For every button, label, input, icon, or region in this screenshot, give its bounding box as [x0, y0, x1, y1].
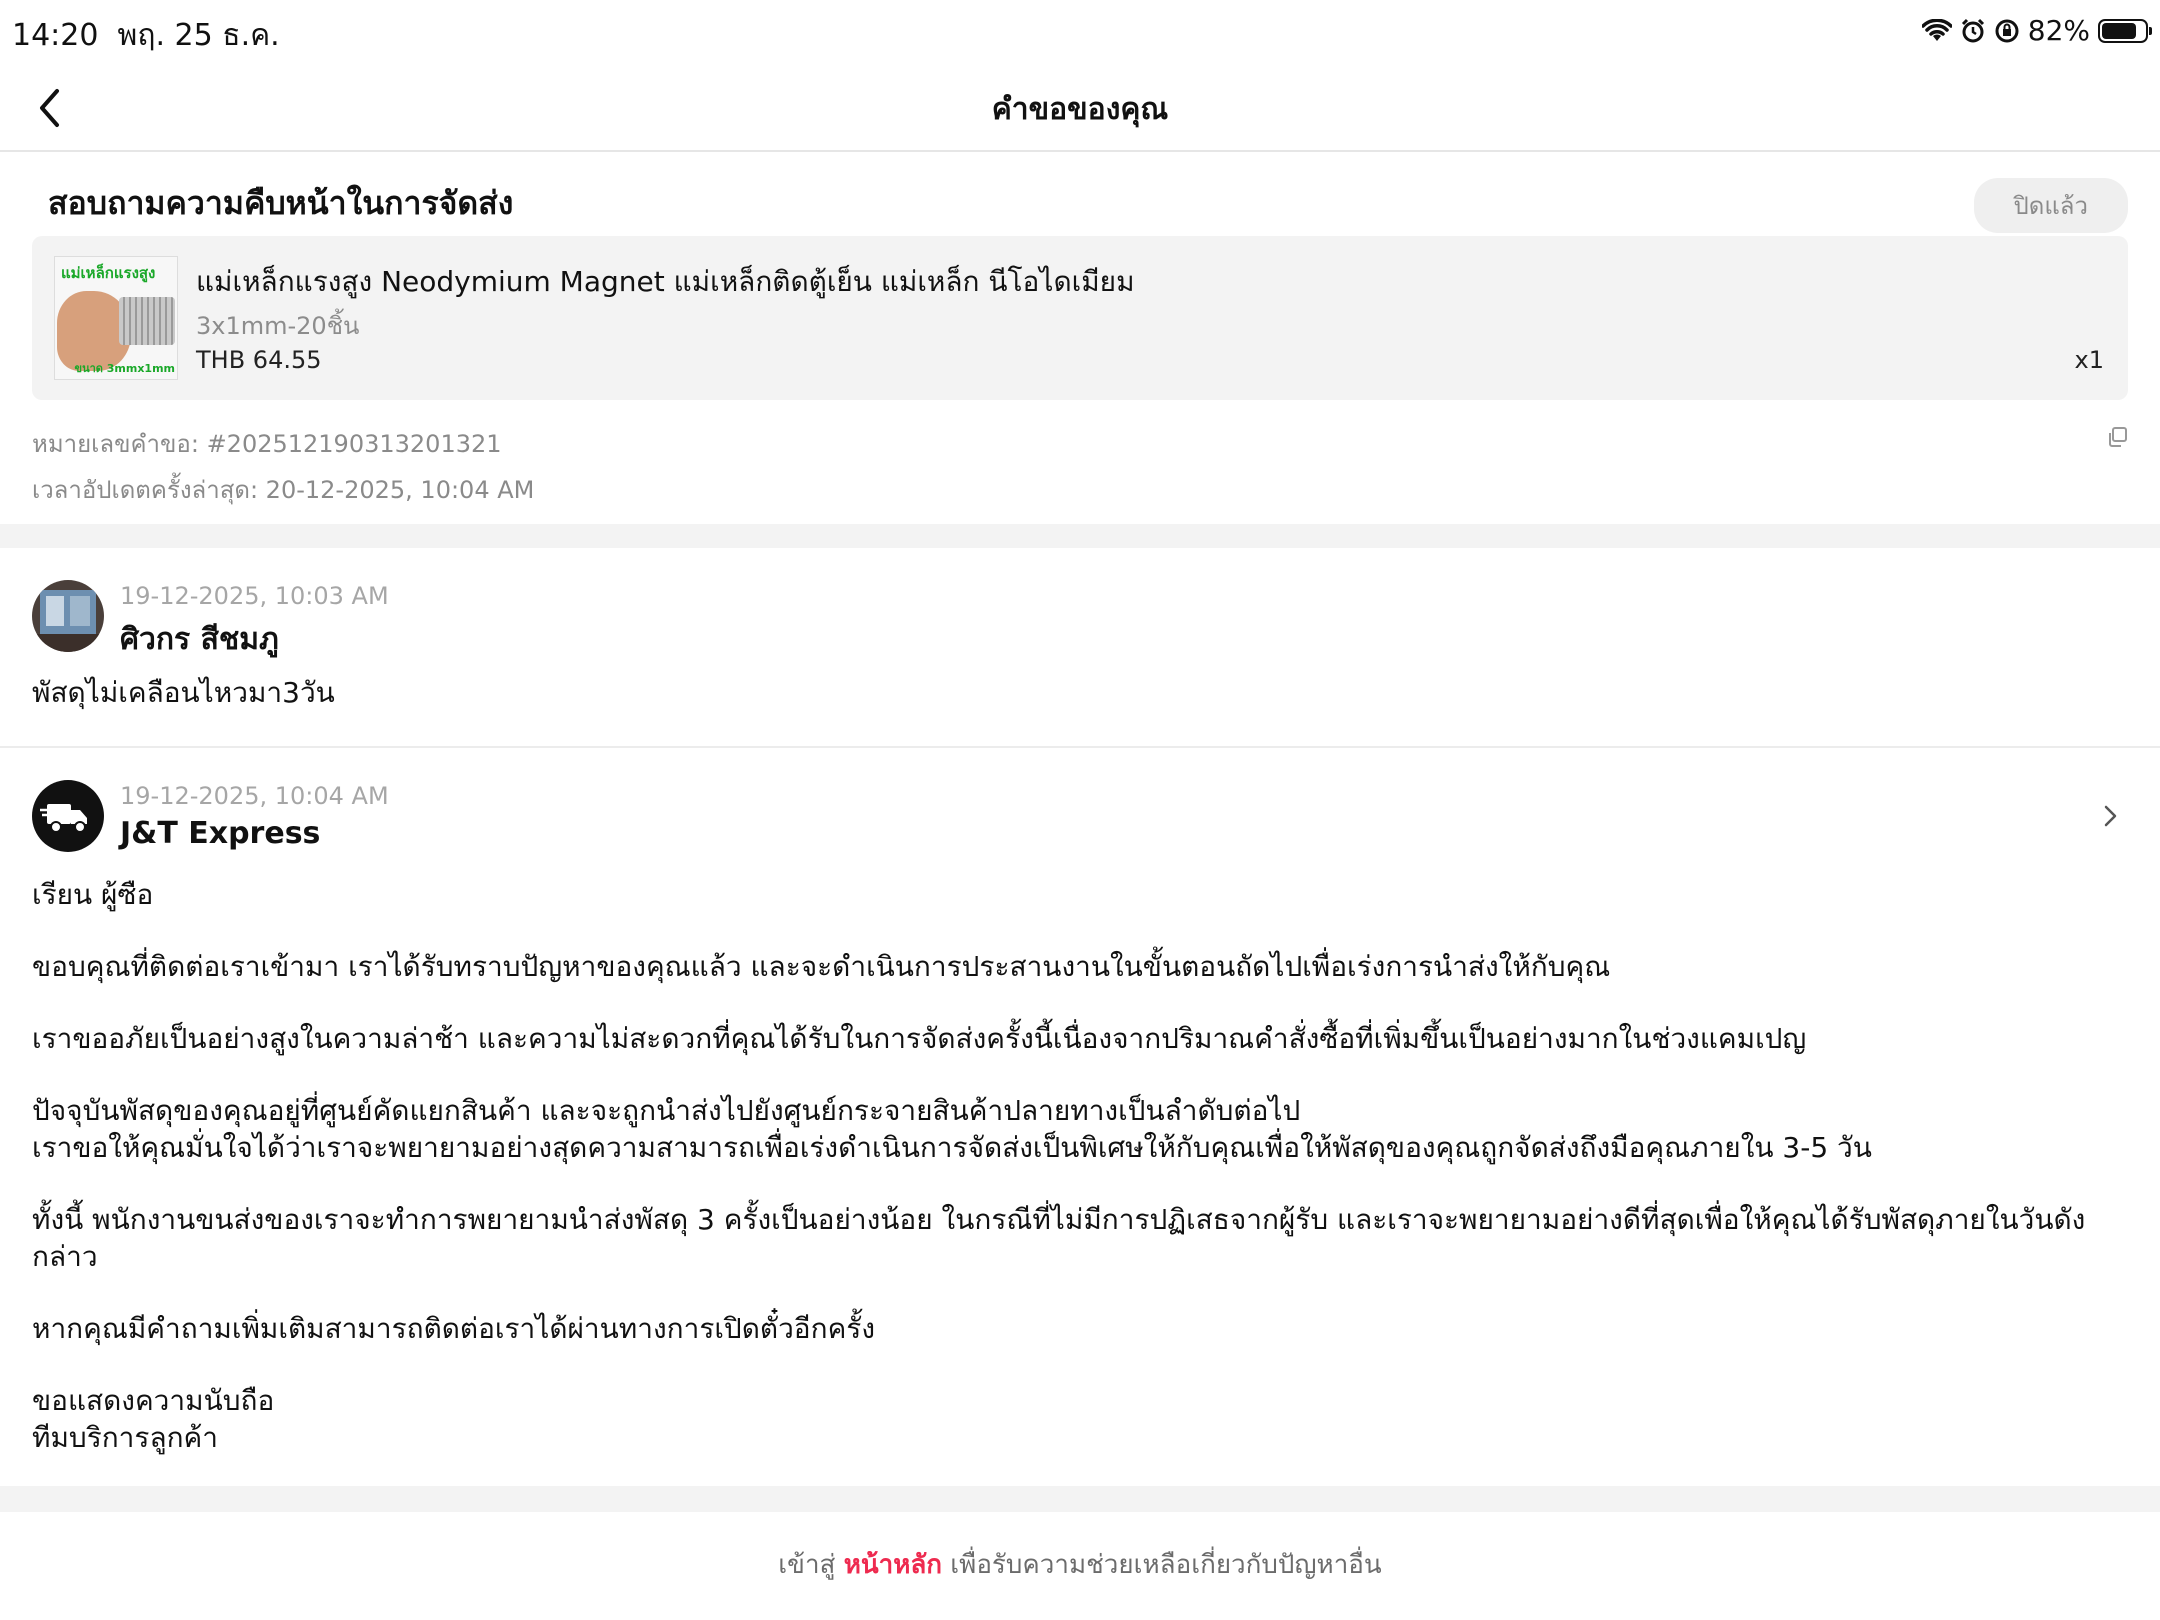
last-updated: เวลาอัปเดตครั้งล่าสุด: 20-12-2025, 10:04 AM [32, 476, 535, 504]
page-title: คำขอของคุณ [991, 92, 1169, 127]
message-time: 19-12-2025, 10:03 AM [120, 582, 389, 610]
footer-text [0, 1544, 2160, 1585]
product-card[interactable] [32, 236, 2128, 400]
battery-icon [2098, 19, 2148, 43]
status-bar [0, 0, 2160, 64]
thumb-magnets-shape [119, 297, 175, 345]
status-time: 14:20 [12, 18, 99, 53]
footer-suffix: เพื่อรับความช่วยเหลือเกี่ยวกับปัญหาอื่น [942, 1550, 1382, 1580]
thumb-top-text: แม่เหล็กแรงสูง [61, 264, 156, 282]
message-author: J&T Express [120, 816, 321, 851]
message-paragraph: พัสดุไม่เคลือนไหวมา3วัน [32, 676, 335, 709]
orientation-lock-icon [1994, 18, 2020, 44]
status-date: พฤ. 25 ธ.ค. [117, 18, 280, 53]
battery-percent: 82% [2027, 14, 2090, 47]
section-divider [0, 1486, 2160, 1512]
footer-prefix: เข้าสู่ [778, 1550, 844, 1580]
thumb-bottom-text: ขนาด 3mmx1mm [74, 362, 175, 375]
message-courier[interactable] [0, 748, 2160, 1486]
message-paragraph: เรียน ผู้ซือ [32, 878, 154, 911]
message-time: 19-12-2025, 10:04 AM [120, 782, 389, 810]
ticket-summary [0, 152, 2160, 524]
product-price: THB 64.55 [196, 346, 322, 374]
product-quantity: x1 [2074, 346, 2104, 374]
alarm-icon [1960, 18, 1986, 44]
copy-icon [2106, 426, 2128, 448]
wifi-icon [1922, 19, 1952, 43]
user-avatar [32, 580, 104, 652]
status-icons [1922, 14, 2148, 47]
message-author: ศิวกร สีชมภู [120, 622, 279, 657]
truck-icon [32, 780, 104, 852]
message-paragraph: ปัจจุบันพัสดุของคุณอยู่ที่ศูนย์คัดแยกสินค้า และจะถูกนำส่งไปยังศูนย์กระจายสินค้าปลายทางเป็นลำดับต่อไป เราขอให้คุณมั่นใจได้ว่าเราจะพยายามอย่างสุดความสามารถเพื่อเร่งดำเนินการจัดส่งเป็นพิเศษให้กับคุณเพื่อให้พัสดุของคุณถูกจัดส่งถึงมือคุณภายใน 3-5 วัน [32, 1094, 1872, 1164]
ticket-title: สอบถามความคืบหน้าในการจัดส่ง [48, 184, 514, 222]
product-name: แม่เหล็กแรงสูง Neodymium Magnet แม่เหล็กติดตู้เย็น แม่เหล็ก นีโอไดเมียม [196, 265, 1135, 298]
copy-button[interactable] [2106, 426, 2128, 448]
message-customer [0, 548, 2160, 746]
home-link[interactable]: หน้าหลัก [843, 1550, 943, 1580]
message-body [32, 674, 2128, 746]
message-expand-button[interactable] [2096, 802, 2124, 830]
chevron-right-icon [2096, 802, 2124, 830]
status-badge: ปิดแล้ว [1974, 178, 2128, 233]
message-paragraph: ขอแสดงความนับถือ ทีมบริการลูกค้า [32, 1384, 275, 1454]
status-time-date [12, 12, 280, 59]
help-footer [0, 1512, 2160, 1620]
message-paragraph: หากคุณมีคำถามเพิ่มเติมสามารถติดต่อเราได้ผ่านทางการเปิดตั๋วอีกครั้ง [32, 1312, 876, 1345]
request-number: หมายเลขคำขอ: #202512190313201321 [32, 430, 502, 458]
message-paragraph: ขอบคุณที่ติดต่อเราเข้ามา เราได้รับทราบปัญหาของคุณแล้ว และจะดำเนินการประสานงานในขั้นตอนถัดไปเพื่อเร่งการนำส่งให้กับคุณ [32, 950, 1611, 983]
message-body [32, 876, 2128, 1491]
message-paragraph: เราขออภัยเป็นอย่างสูงในความล่าช้า และความไม่สะดวกที่คุณได้รับในการจัดส่งครั้งนี้เนื่องจากปริมาณคำสั่งซื้อที่เพิ่มขึ้นเป็นอย่างมากในช่วงแคมเปญ [32, 1022, 1807, 1055]
message-paragraph: ทั้งนี้ พนักงานขนส่งของเราจะทำการพยายามนำส่งพัสดุ 3 ครั้งเป็นอย่างน้อย ในกรณีที่ไม่มีการปฏิเสธจากผู้รับ และเราจะพยายามอย่างดีที่สุดเพื่อให้คุณได้รับพัสดุภายในวันดังกล่าว [32, 1203, 2086, 1273]
product-variant: 3x1mm-20ชิ้น [196, 312, 360, 340]
nav-bar [0, 64, 2160, 152]
battery-fill [2102, 23, 2136, 39]
product-thumbnail [54, 256, 178, 380]
section-divider [0, 524, 2160, 548]
